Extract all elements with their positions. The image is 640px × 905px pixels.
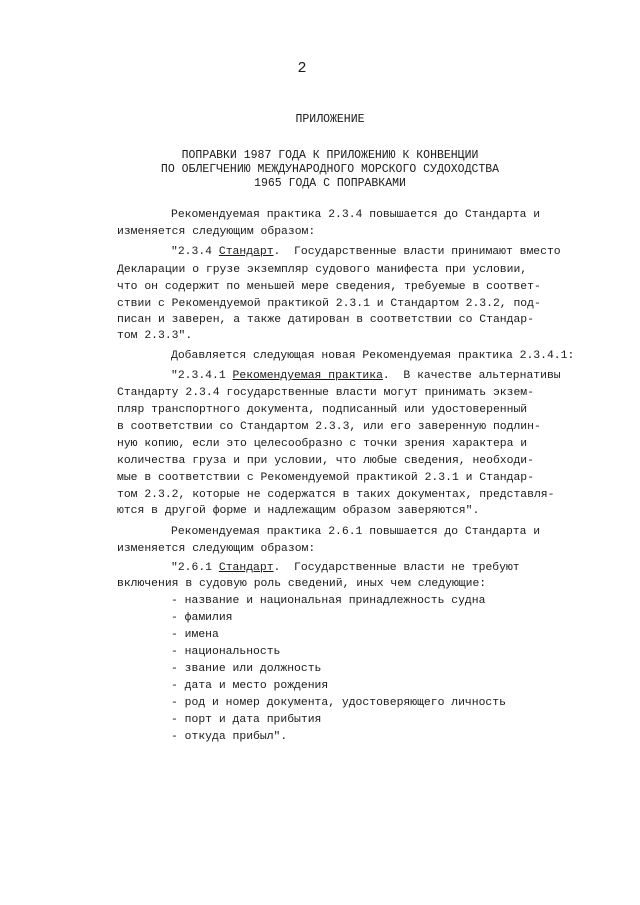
paragraph-line: мые в соответствии с Рекомендуемой практикой 2.3.1 и Стандар-: [117, 472, 534, 484]
standard-2-6-1-first-line: [171, 561, 520, 575]
paragraph-line: Рекомендуемая практика 2.3.4 повышается до Стандарта и: [171, 209, 541, 221]
text-prefix: "2.3.4.1: [171, 370, 233, 382]
paragraph-line: ствии с Рекомендуемой практикой 2.3.1 и Стандартом 2.3.2, под-: [117, 298, 541, 310]
document-heading: [0, 149, 640, 191]
paragraph-line: Рекомендуемая практика 2.6.1 повышается до Стандарта и: [171, 526, 541, 538]
list-item: - название и национальная принадлежность судна: [171, 595, 486, 607]
heading-line: ПО ОБЛЕГЧЕНИЮ МЕЖДУНАРОДНОГО МОРСКОГО СУДОХОДСТВА: [160, 163, 500, 176]
appendix-title: ПРИЛОЖЕНИЕ: [295, 113, 365, 126]
list-item: - фамилия: [171, 612, 233, 624]
paragraph-line: Добавляется следующая новая Рекомендуемая практика 2.3.4.1:: [171, 350, 575, 362]
text-rest: . Государственные власти принимают вместо: [273, 246, 561, 258]
text-rest: . В качестве альтернативы: [382, 370, 561, 382]
underlined-term: Стандарт: [218, 246, 274, 258]
list-item: - имена: [171, 629, 219, 641]
text-prefix: "2.3.4: [171, 246, 219, 258]
paragraph-line: изменяется следующим образом:: [117, 543, 316, 555]
paragraph-line: Стандарту 2.3.4 государственные власти могут принимать экзем-: [117, 387, 534, 399]
paragraph-line: том 2.3.3".: [117, 330, 193, 342]
list-item: - дата и место рождения: [171, 680, 329, 692]
list-item: - звание или должность: [171, 663, 322, 675]
text-rest: . Государственные власти не требуют: [273, 562, 520, 574]
list-item: - род и номер документа, удостоверяющего личность: [171, 697, 506, 709]
paragraph-line: что он содержит по меньшей мере сведения, требуемые в соответ-: [117, 281, 541, 293]
list-item: - порт и дата прибытия: [171, 714, 322, 726]
standard-2-3-4-first-line: [171, 245, 561, 259]
heading-line: 1965 ГОДА С ПОПРАВКАМИ: [254, 177, 406, 190]
practice-2-3-4-1-first-line: [171, 369, 561, 383]
paragraph-line: Декларации о грузе экземпляр судового манифеста при условии,: [117, 264, 528, 276]
list-item: - национальность: [171, 646, 281, 658]
underlined-term: Рекомендуемая практика: [232, 370, 383, 382]
list-item: - откуда прибыл".: [171, 731, 288, 743]
crew-list-fields: [171, 594, 506, 747]
paragraph-line: ную копию, если это целесообразно с точки зрения характера и: [117, 438, 528, 450]
paragraph-line: том 2.3.2, которые не содержатся в таких документах, представля-: [117, 489, 555, 501]
underlined-term: Стандарт: [218, 562, 274, 574]
paragraph-line: изменяется следующим образом:: [117, 226, 316, 238]
text-prefix: "2.6.1: [171, 562, 219, 574]
page-number: 2: [297, 60, 307, 77]
paragraph-line: писан и заверен, а также датирован в соответствии со Стандар-: [117, 314, 534, 326]
paragraph-line: ются в другой форме и надлежащим образом заверяются".: [117, 505, 480, 517]
paragraph-line: пляр транспортного документа, подписанный или удостоверенный: [117, 404, 528, 416]
heading-line: ПОПРАВКИ 1987 ГОДА К ПРИЛОЖЕНИЮ К КОНВЕНЦИИ: [181, 149, 479, 162]
paragraph-line: в соответствии со Стандартом 2.3.3, или его заверенную подлин-: [117, 421, 541, 433]
paragraph-line: количества груза и при условии, что любые сведения, необходи-: [117, 455, 534, 467]
paragraph-line: включения в судовую роль сведений, иных чем следующие:: [117, 578, 487, 590]
